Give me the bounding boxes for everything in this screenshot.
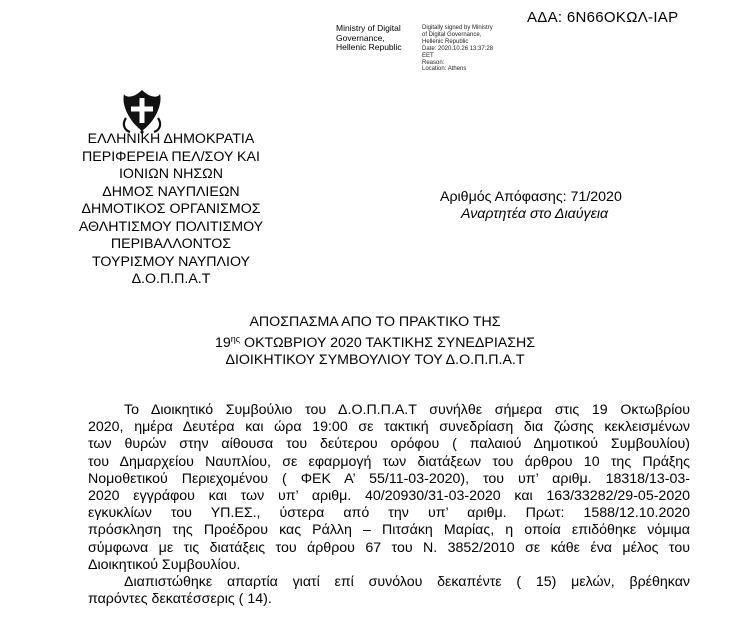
header-line: ΔΗΜΟΤΙΚΟΣ ΟΡΓΑΝΙΣΜΟΣ [81,201,261,217]
body-line: των θυρών στην αίθουσα του δεύτερου ορόφου ( παλαιού Δημοτικού Συμβουλίου) [88,436,690,453]
header-line: ΠΕΡΙΦΕΡΕΙΑ ΠΕΛ/ΣΟΥ ΚΑΙ [82,148,260,165]
title-line: ΔΙΟΙΚΗΤΙΚΟΥ ΣΥΜΒΟΥΛΙΟΥ ΤΟΥ Δ.Ο.Π.Π.Α.Τ [225,351,525,368]
title-day-suffix: ης [230,333,241,344]
decision-info [440,189,622,223]
body-line: του Δημαρχείου Ναυπλίου, σε εφαρμογή των διατάξεων του άρθρου 10 της Πράξης [88,453,690,470]
title-line-rest: ΟΚΤΩΒΡΙΟΥ 2020 ΤΑΚΤΙΚΗΣ ΣΥΝΕΔΡΙΑΣΗΣ [240,334,536,351]
signature-detail: EET [422,52,434,59]
header-line: ΙΟΝΙΩΝ ΝΗΣΩΝ [118,166,224,182]
title-line: ΑΠΟΣΠΑΣΜΑ ΑΠΟ ΤΟ ΠΡΑΚΤΙΚΟ ΤΗΣ [249,314,501,330]
header-line: ΑΘΛΗΤΙΣΜΟΥ ΠΟΛΙΤΙΣΜΟΥ [78,218,264,235]
title-day: 19 [214,334,231,351]
body-line: 2020 εγγράφου και των υπ’ αριθμ. 40/20930/31-03-2020 και 163/33282/29-05-2020 [88,488,690,505]
digital-signature-signer [336,24,402,53]
body-line: Διαπιστώθηκε απαρτία γιατί επί συνόλου δεκαπέντε ( 15) μελών, βρέθηκαν [124,574,690,591]
signer-line: Hellenic Republic [336,42,402,53]
coat-of-arms-icon [120,88,164,134]
issuer-header [42,131,300,289]
body-line: εγκυκλίων του ΥΠ.ΕΣ., ύστερα από την υπ’ αριθμ. Πρωτ: 1588/12.10.2020 [88,505,690,522]
signature-detail: Location: Athens [422,66,467,73]
body-line: Νομοθετικού Περιεχομένου ( ΦΕΚ Α’ 55/11-03-2020), του υπ’ αριθμ. 18318/13-03- [88,470,690,487]
body-line: σύμφωνα με τις διατάξεις του άρθρου 67 του Ν. 3852/2010 σε κάθε ένα μέλος του [88,539,690,556]
ada-code: ΑΔΑ: 6Ν66ΟΚΩΛ-ΙΑΡ [527,9,679,26]
signer-line: Governance, [336,32,385,43]
paragraph-quorum [88,574,690,608]
diavgeia-posting-note: Αναρτητέα στο Διαύγεια [461,206,609,222]
signature-detail: Digitally signed by Ministry [422,25,493,31]
header-line: ΔΗΜΟΣ ΝΑΥΠΛΙΕΩΝ [102,183,240,200]
body-line: 2020, ημέρα Δευτέρα και ώρα 19:00 σε τακτική συνεδρίαση δια ζώσης κεκλεισμένων [88,419,690,436]
signature-detail: Reason: [422,59,445,66]
header-line: ΕΛΛΗΝΙΚΗ ΔΗΜΟΚΡΑΤΙΑ [87,131,255,147]
digital-signature-details [422,25,493,73]
body-line: παρόντες δεκατέσσερις ( 14). [88,591,272,608]
body-line: πρόσκληση της Προέδρου κας Ράλλη – Πιτσάκη Μαρίας, η οποία επιδόθηκε νόμιμα [88,522,690,539]
minutes-body [88,402,690,608]
header-line: ΤΟΥΡΙΣΜΟΥ ΝΑΥΠΛΙΟΥ [92,253,250,270]
signature-detail: of Digital Governance, [422,31,482,38]
body-line: Το Διοικητικό Συμβούλιο του Δ.Ο.Π.Π.Α.Τ συνήλθε σήμερα στις 19 Οκτωβρίου [124,402,690,418]
decision-number: Αριθμός Απόφασης: 71/2020 [440,189,622,205]
signature-detail: Date: 2020.10.26 13:37:28 [422,45,494,52]
body-line: Διοικητικού Συμβουλίου. [88,556,241,573]
signer-line: Ministry of Digital [336,23,401,33]
signature-detail: Hellenic Republic [422,38,469,45]
document-title [160,314,590,368]
title-line [160,331,590,352]
header-line: ΠΕΡΙΒΑΛΛΟΝΤΟΣ [110,236,232,252]
paragraph-meeting [88,402,690,574]
header-line: Δ.Ο.Π.Π.Α.Τ [131,271,211,287]
